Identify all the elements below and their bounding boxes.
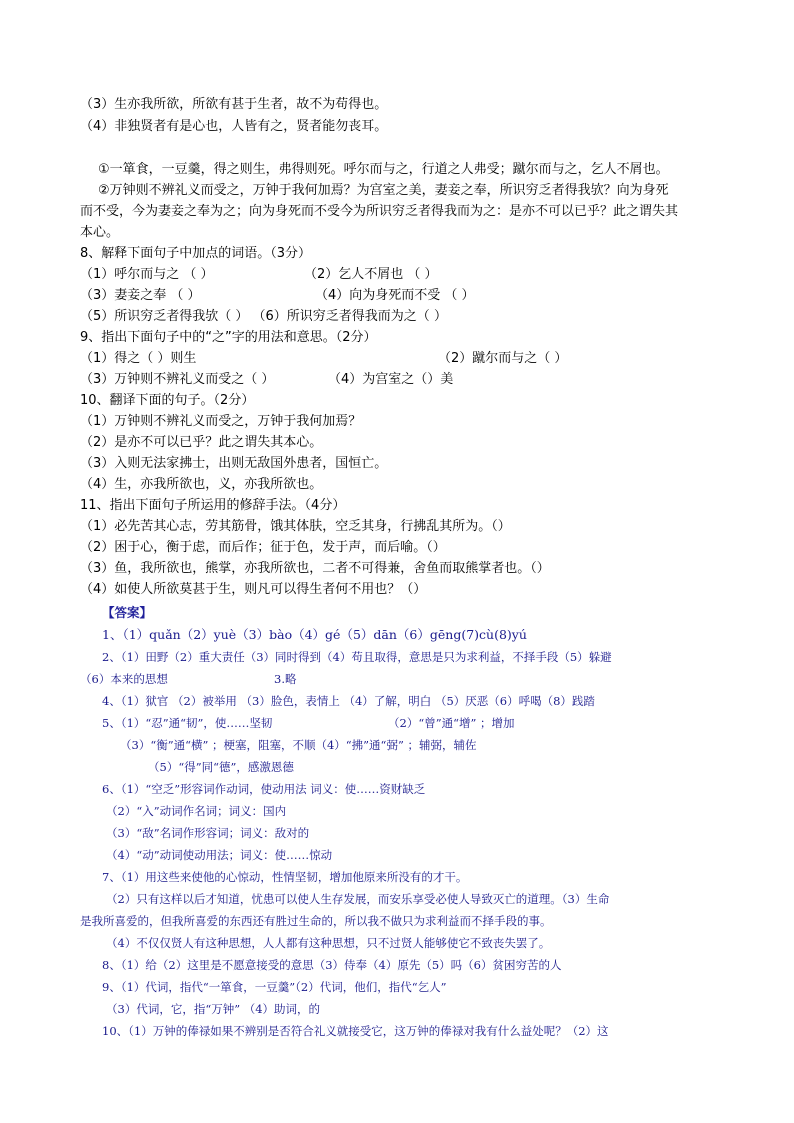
answer-7: 是我所喜爱的，但我所喜爱的东西还有胜过生命的，所以我不做只为求利益而不择手段的事。 <box>80 914 552 928</box>
answer-1: 1、（1）quǎn（2）yuè（3）bào（4）gé（5）dān（6）gēng(7)cù(8)yú <box>102 627 527 642</box>
answer-5: （3）“衡”通“横” ；梗塞，阻塞，不顺（4）“拂”通“弼” ；辅弼，辅佐 <box>120 738 477 752</box>
question-item: （5）所识穷乏者得我欤（ ） （6）所识穷乏者得我而为之（ ） <box>80 309 447 324</box>
passage-line: ①一箪食，一豆羹，得之则生，弗得则死。呼尔而与之，行道之人弗受；蹴尔而与之，乞人不屑也。 <box>98 162 669 177</box>
answer-6: 6、（1）“空乏”形容词作动词，使动用法 词义：使……资财缺乏 <box>102 782 426 796</box>
question-item: （3）万钟则不辨礼义而受之（ ） <box>80 372 275 387</box>
answer-4: 4、（1）狱官 （2）被举用 （3）脸色，表情上 （4）了解，明白 （5）厌恶（6）呼喝（8）践踏 <box>102 694 595 708</box>
question-item: （3）入则无法家拂士，出则无敌国外患者，国恒亡。 <box>80 456 388 471</box>
passage-line: 本心。 <box>80 225 120 240</box>
answer-2-cont: （6）本来的思想 <box>80 672 168 686</box>
answer-5: 5、（1）“忍”通“韧”，使……坚韧 <box>102 716 273 730</box>
passage-line: ②万钟则不辨礼义而受之，万钟于我何加焉？为宫室之美，妻妾之奉，所识穷乏者得我欤？向为身死 <box>98 183 669 198</box>
question-item: （4）向为身死而不受 （ ） <box>315 288 475 303</box>
text-line: （3）生亦我所欲，所欲有甚于生者，故不为苟得也。 <box>80 97 388 112</box>
answer-6: （2）“入”动词作名词；词义：国内 <box>106 804 287 818</box>
answer-9: （3）代词，它，指“万钟” （4）助词，的 <box>106 1002 321 1016</box>
question-item: （4）为宫室之（）美 <box>328 372 454 387</box>
question-item: （4）如使人所欲莫甚于生，则凡可以得生者何不用也？（） <box>80 582 427 597</box>
text-line: （4）非独贤者有是心也，人皆有之，贤者能勿丧耳。 <box>80 119 388 134</box>
question-item: （1）呼尔而与之 （ ） <box>80 267 214 282</box>
question-10-title: 10、翻译下面的句子。（2分） <box>80 393 255 408</box>
question-9-title: 9、指出下面句子中的“之”字的用法和意思。（2分） <box>80 330 377 345</box>
question-item: （2）是亦不可以已乎？此之谓失其本心。 <box>80 435 323 450</box>
question-item: （2）乞人不屑也 （ ） <box>304 267 438 282</box>
question-item: （1）万钟则不辨礼义而受之，万钟于我何加焉？ <box>80 414 362 429</box>
question-item: （1）得之（ ）则生 <box>80 351 197 366</box>
question-item: （3）鱼，我所欲也，熊掌，亦我所欲也，二者不可得兼，舍鱼而取熊掌者也。（） <box>80 561 550 576</box>
question-item: （1）必先苦其心志，劳其筋骨，饿其体肤，空乏其身，行拂乱其所为。（） <box>80 519 511 534</box>
answer-9: 9、（1）代词，指代“一箪食，一豆羹”（2）代词，他们，指代“乞人” <box>102 980 447 994</box>
question-8-title: 8、解释下面句子中加点的词语。（3分） <box>80 246 312 261</box>
answer-2: 2、（1）田野（2）重大责任（3）同时得到（4）苟且取得，意思是只为求利益，不择手段（5）躲避 <box>102 650 612 664</box>
answer-6: （3）“敌”名词作形容词；词义：敌对的 <box>106 826 310 840</box>
answer-5: （5）“得”同“德”，感激恩德 <box>148 760 294 774</box>
answer-10: 10、（1）万钟的俸禄如果不辨别是否符合礼义就接受它，这万钟的俸禄对我有什么益处呢？（2）这 <box>102 1024 609 1038</box>
answer-7: 7、（1）用这些来使他的心惊动，性情坚韧，增加他原来所没有的才干。 <box>102 870 468 884</box>
question-item: （2）困于心，衡于虑，而后作；征于色，发于声，而后喻。（） <box>80 540 446 555</box>
answer-5: （2）“曾”通“增” ；增加 <box>388 716 515 730</box>
question-item: （2）蹴尔而与之（ ） <box>438 351 568 366</box>
passage-line: 而不受，今为妻妾之奉为之；向为身死而不受今为所识穷乏者得我而为之：是亦不可以已乎？此之谓失其 <box>80 204 679 219</box>
question-item: （3）妻妾之奉 （ ） <box>80 288 201 303</box>
question-item: （4）生，亦我所欲也，义，亦我所欲也。 <box>80 477 323 492</box>
answer-3: 3.略 <box>274 672 297 686</box>
answer-header: 【答案】 <box>102 605 153 620</box>
question-11-title: 11、指出下面句子所运用的修辞手法。（4分） <box>80 498 346 513</box>
answer-7: （4）不仅仅贤人有这种思想，人人都有这种思想，只不过贤人能够使它不致丧失罢了。 <box>106 936 551 950</box>
answer-6: （4）“动”动词使动用法；词义：使……惊动 <box>106 848 333 862</box>
answer-8: 8、（1）给（2）这里是不愿意接受的意思（3）侍奉（4）原先（5）吗（6）贫困穷苦的人 <box>102 958 562 972</box>
answer-7: （2）只有这样以后才知道，忧患可以使人生存发展，而安乐享受必使人导致灭亡的道理。（3）生命 <box>106 892 610 906</box>
